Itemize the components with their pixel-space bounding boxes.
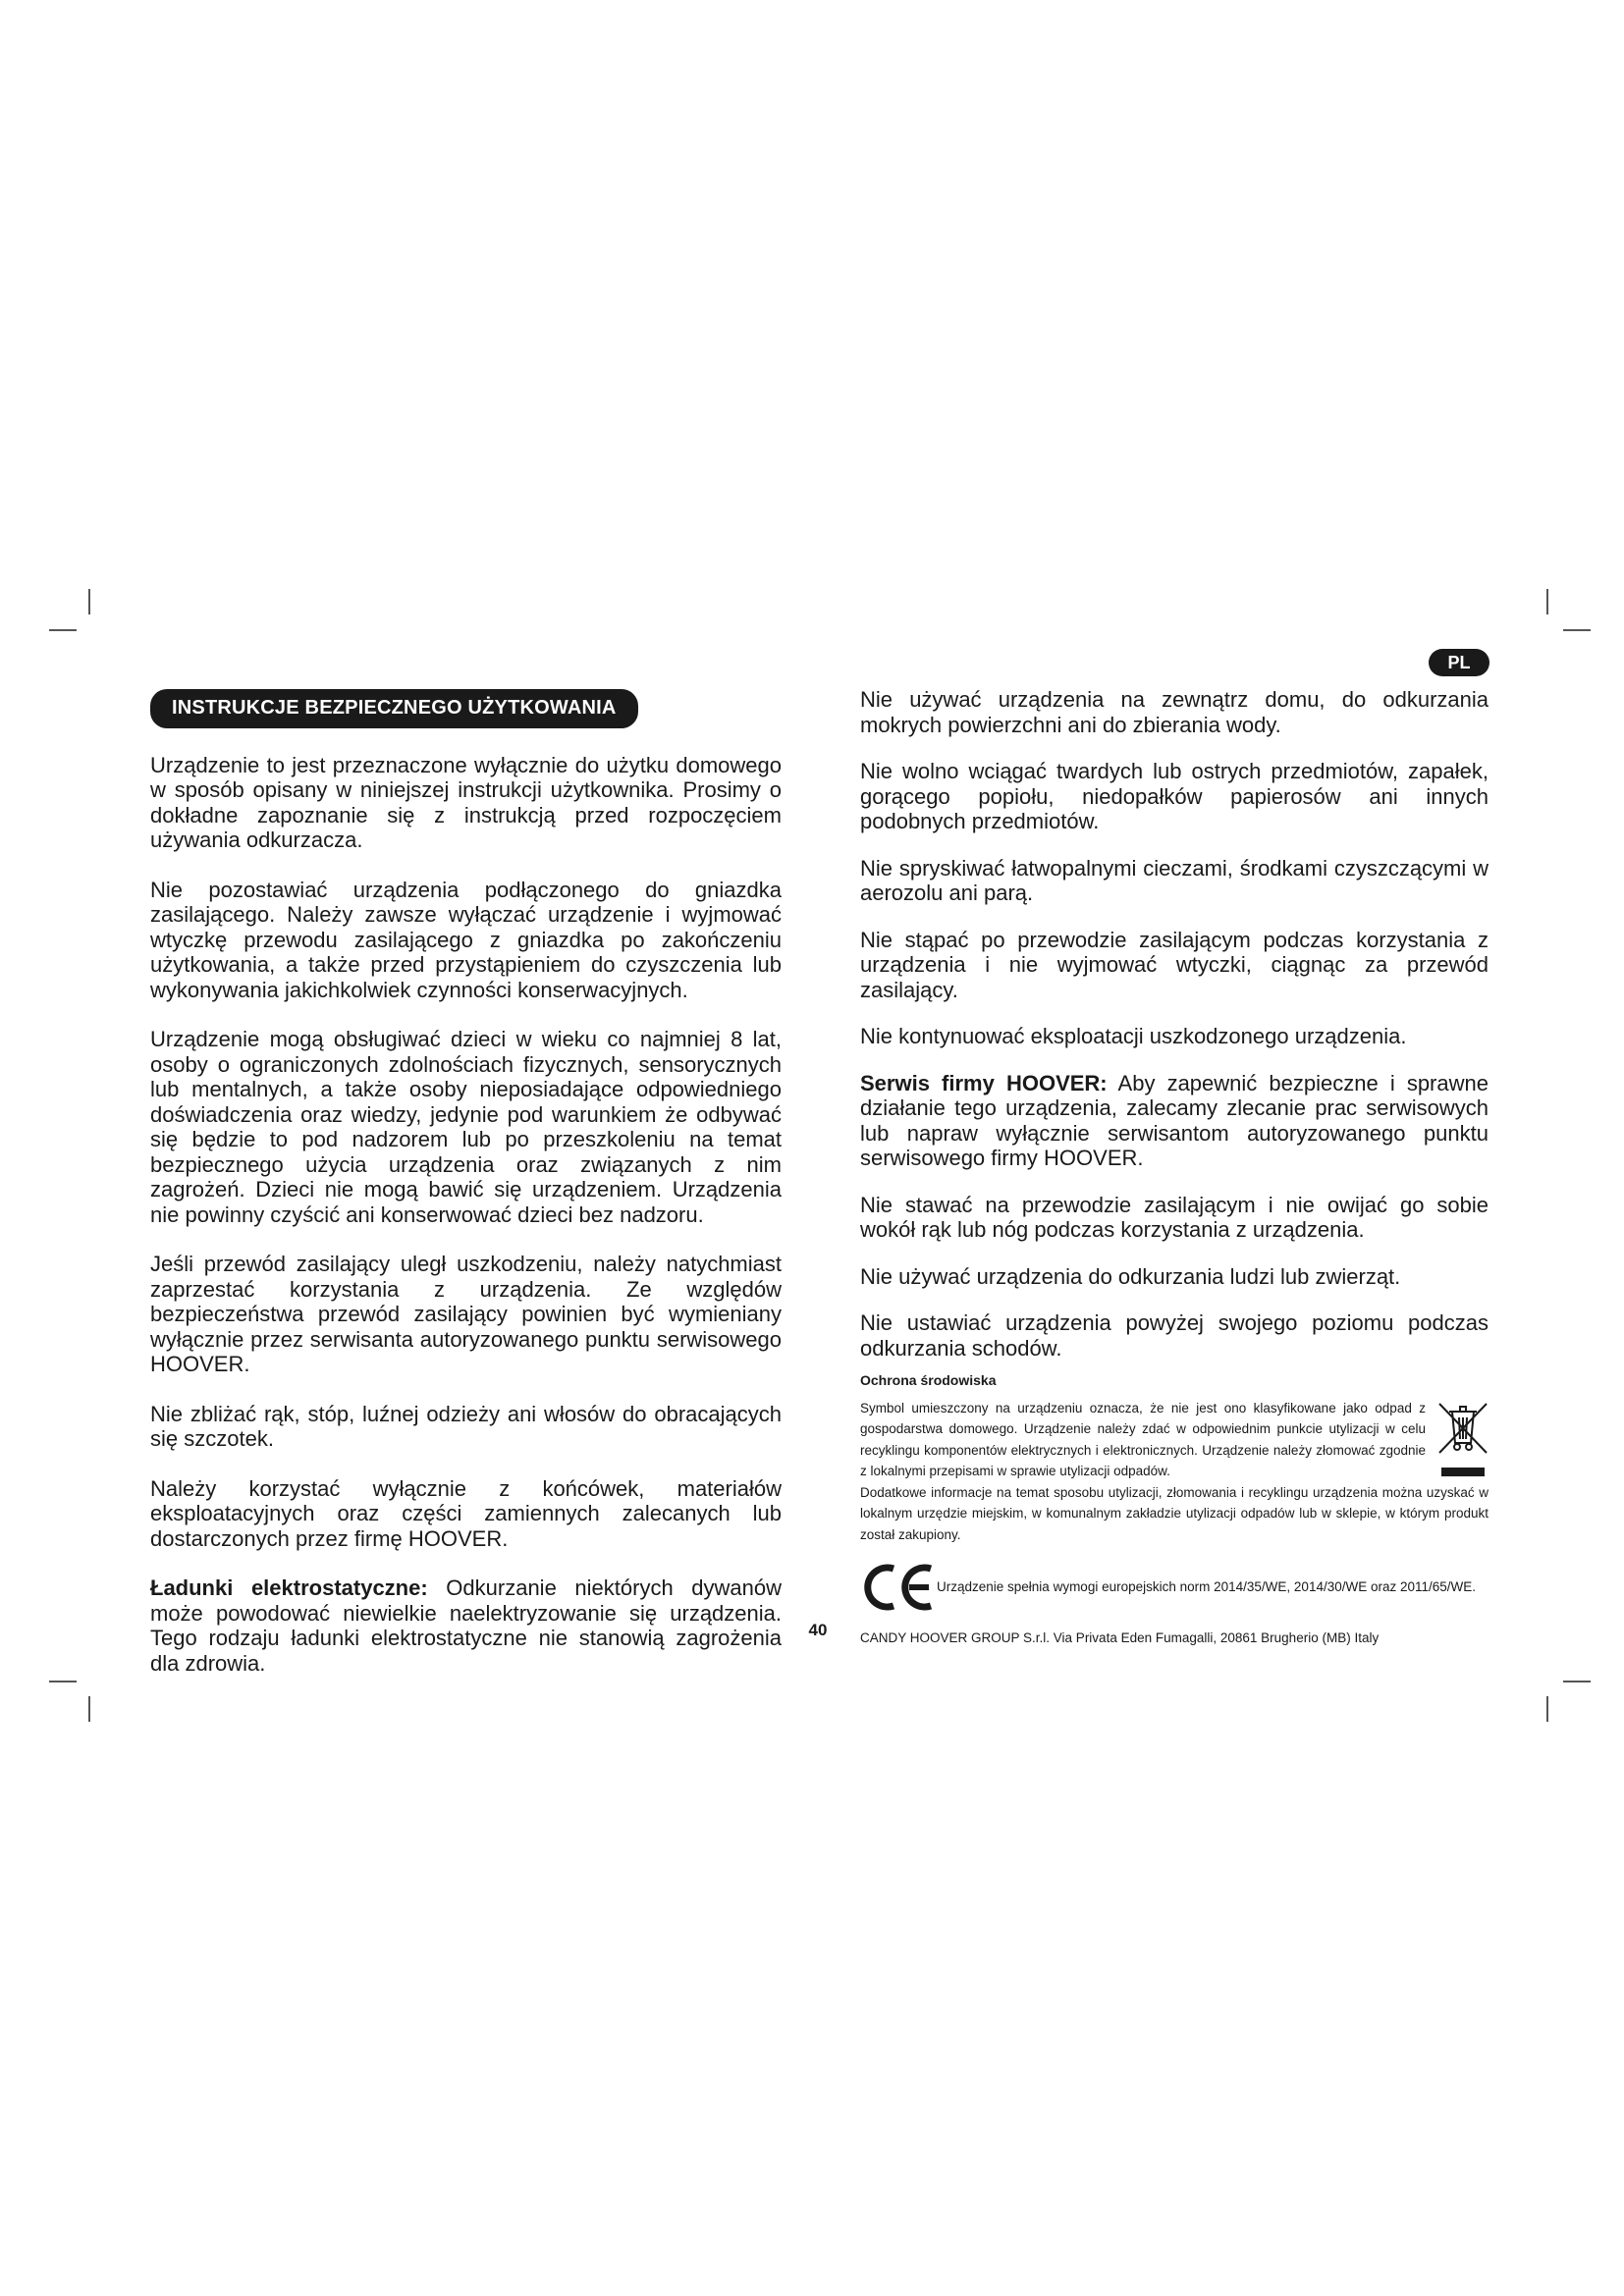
paragraph: Urządzenie mogą obsługiwać dzieci w wieku co najmniej 8 lat, osoby o ograniczonych zdolnościach fizycznych, sensorycznych lub mentalnych, a także osoby nieposiadające odpowiedniego doświadczenia oraz wiedzy, jedynie pod warunkiem że odbywać się będzie to pod nadzorem lub po przeszkoleniu na temat bezpiecznego użycia urządzenia oraz związanych z nim zagrożeń. Dzieci nie mogą bawić się urządzeniem. Urządzenia nie powinny czyścić ani konserwować dzieci bez nadzoru. [150,1027,782,1227]
paragraph: Nie stawać na przewodzie zasilającym i nie owijać go sobie wokół rąk lub nóg podczas korzystania z urządzenia. [860,1192,1489,1242]
static-charge-paragraph [150,1575,782,1676]
company-address: CANDY HOOVER GROUP S.r.l. Via Privata Eden Fumagalli, 20861 Brugherio (MB) Italy [860,1630,1380,1645]
paragraph: Urządzenie to jest przeznaczone wyłącznie do użytku domowego w sposób opisany w niniejszej instrukcji użytkownika. Prosimy o dokładne zapoznanie się z instrukcją przed rozpoczęciem używania odkurzacza. [150,752,782,852]
paragraph: Jeśli przewód zasilający uległ uszkodzeniu, należy natychmiast zaprzestać korzystania z urządzenia. Ze względów bezpieczeństwa przewód zasilający powinien być wymieniany wyłącznie przez serwisanta autoryzowanego punktu serwisowego HOOVER. [150,1252,782,1376]
crop-mark [49,1681,77,1682]
service-label: Serwis firmy HOOVER: [860,1070,1108,1095]
left-column [150,689,782,1700]
crop-mark [1546,1696,1548,1722]
paragraph: Nie pozostawiać urządzenia podłączonego do gniazdka zasilającego. Należy zawsze wyłączać urządzenie i wyjmować wtyczkę przewodu zasilającego z gniazdka po zakończeniu użytkowania, a także przed przystąpieniem do czyszczenia lub wykonywania jakichkolwiek czynności konserwacyjnych. [150,877,782,1002]
crop-mark [88,589,90,614]
weee-bin-icon [1434,1400,1492,1477]
environment-section [860,1398,1489,1546]
paragraph: Nie ustawiać urządzenia powyżej swojego poziomu podczas odkurzania schodów. [860,1310,1489,1361]
paragraph: Nie używać urządzenia na zewnątrz domu, do odkurzania mokrych powierzchni ani do zbierania wody. [860,687,1489,737]
right-column [860,687,1489,1651]
paragraph: Nie używać urządzenia do odkurzania ludzi lub zwierząt. [860,1263,1401,1289]
service-text: Aby zapewnić bezpieczne i sprawne działanie tego urządzenia, zalecamy zlecanie prac serwisowych lub napraw wyłącznie serwisantom autoryzowanego punktu serwisowego firmy HOOVER. [860,1070,1489,1170]
page-number: 40 [808,1621,828,1639]
paragraph: Nie kontynuować eksploatacji uszkodzonego urządzenia. [860,1024,1407,1048]
environment-text: Symbol umieszczony na urządzeniu oznacza, że nie jest ono klasyfikowane jako odpad z gospodarstwa domowego. Urządzenie należy zdać w odpowiednim punkcie utylizacji w celu recyklingu komponentów elektrycznych i elektronicznych. Urządzenie należy złomować zgodnie z lokalnymi przepisami w sprawie utylizacji odpadów. [860,1400,1426,1478]
environment-text-continued: Dodatkowe informacje na temat sposobu utylizacji, złomowania i recyklingu urządzenia można uzyskać w lokalnym urzędzie miejskim, w komunalnym zakładzie utylizacji odpadów lub w sklepie, w którym produkt został zakupiony. [860,1484,1489,1542]
ce-compliance [860,1563,1489,1612]
crop-mark [49,629,77,631]
static-charge-label: Ładunki elektrostatyczne: [150,1575,428,1600]
crop-mark [1563,629,1591,631]
paragraph: Nie wolno wciągać twardych lub ostrych przedmiotów, zapałek, gorącego popiołu, niedopałków papierosów ani innych podobnych przedmiotów. [860,759,1489,833]
crop-mark [88,1696,90,1722]
paragraph: Nie spryskiwać łatwopalnymi cieczami, środkami czyszczącymi w aerozolu ani parą. [860,855,1489,905]
section-header: INSTRUKCJE BEZPIECZNEGO UŻYTKOWANIA [150,689,638,728]
crop-mark [1563,1681,1591,1682]
paragraph: Nie zbliżać rąk, stóp, luźnej odzieży ani włosów do obracających się szczotek. [150,1401,782,1451]
language-badge: PL [1429,649,1489,676]
environment-title: Ochrona środowiska [860,1372,997,1388]
ce-mark-icon [860,1563,937,1612]
service-paragraph [860,1071,1489,1171]
paragraph: Nie stąpać po przewodzie zasilającym podczas korzystania z urządzenia i nie wyjmować wtyczki, ciągnąc za przewód zasilający. [860,927,1489,1002]
paragraph: Należy korzystać wyłącznie z końcówek, materiałów eksploatacyjnych oraz części zamiennych zalecanych lub dostarczonych przez firmę HOOVER. [150,1475,782,1551]
ce-text: Urządzenie spełnia wymogi europejskich norm 2014/35/WE, 2014/30/WE oraz 2011/65/WE. [937,1579,1477,1594]
crop-mark [1546,589,1548,614]
static-charge-text: Odkurzanie niektórych dywanów może powodować niewielkie naelektryzowanie się urządzenia. Tego rodzaju ładunki elektrostatyczne nie stanowią zagrożenia dla zdrowia. [150,1575,782,1676]
